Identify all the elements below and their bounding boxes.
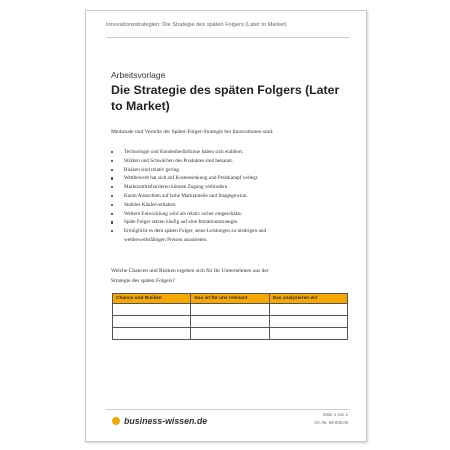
brand-logo bbox=[112, 416, 207, 426]
running-header: Innovationsstrategien: Die Strategie des späten Folgers (Later to Market) bbox=[106, 22, 287, 28]
table-cell bbox=[269, 316, 347, 328]
table-cell bbox=[113, 304, 191, 316]
list-item-text: Stabiles Käuferverhalten. bbox=[124, 201, 177, 208]
header-divider bbox=[106, 37, 350, 38]
list-item bbox=[111, 218, 356, 227]
question-line: Strategie des späten Folgers? bbox=[111, 277, 175, 284]
column-header-analysieren: Das analysieren wir bbox=[269, 294, 347, 304]
list-item-text: Ermöglicht es dem späten Folger, seine Leistungen zu niedrigen und bbox=[124, 228, 267, 235]
bullet-icon bbox=[111, 160, 113, 162]
table-cell bbox=[191, 304, 269, 316]
analysis-table bbox=[112, 293, 348, 340]
list-item-text: Stärken und Schwächen des Produktes sind bekannt. bbox=[124, 157, 234, 164]
list-item bbox=[111, 227, 356, 245]
list-item-text: Risiken sind relativ gering. bbox=[124, 166, 181, 173]
feature-list bbox=[111, 148, 356, 245]
table-cell bbox=[269, 304, 347, 316]
bullet-icon bbox=[111, 221, 113, 223]
brand-dot-icon bbox=[112, 417, 120, 425]
list-item bbox=[111, 210, 356, 219]
bullet-icon bbox=[111, 186, 113, 188]
bullet-icon bbox=[111, 204, 113, 206]
list-item bbox=[111, 201, 356, 210]
list-item-text: Weitere Entwicklung wird als relativ sicher eingeschätzt. bbox=[124, 210, 243, 217]
list-item bbox=[111, 192, 356, 201]
document-kicker: Arbeitsvorlage bbox=[111, 70, 166, 80]
table-cell bbox=[269, 328, 347, 340]
table-row bbox=[113, 316, 348, 328]
list-item-text: Marktzutrittsbarrieren können Zugang verhindern. bbox=[124, 184, 229, 191]
bullet-icon bbox=[111, 213, 113, 215]
table-cell bbox=[191, 316, 269, 328]
bullet-icon bbox=[111, 230, 113, 232]
table-cell bbox=[191, 328, 269, 340]
intro-text: Merkmale und Vorteile der Später-Folger-Strategie bei Innovationen sind: bbox=[111, 129, 274, 135]
list-item bbox=[111, 148, 356, 157]
table-cell bbox=[113, 316, 191, 328]
question-text bbox=[111, 267, 356, 286]
table-row bbox=[113, 328, 348, 340]
page-number: Seite 1 von 1 bbox=[322, 412, 348, 417]
document-page bbox=[85, 10, 367, 442]
article-number: Art.-Nr. 99.000.00 bbox=[314, 419, 348, 425]
document-title: Die Strategie des späten Folgers (Later to Market) bbox=[111, 83, 340, 113]
page-info bbox=[314, 411, 348, 426]
table-body bbox=[113, 304, 348, 340]
brand-name: business-wissen.de bbox=[124, 416, 208, 426]
list-item bbox=[111, 166, 356, 175]
bullet-icon bbox=[111, 169, 113, 171]
list-item bbox=[111, 183, 356, 192]
list-item bbox=[111, 157, 356, 166]
column-header-chance-risiken: Chance und Risiken bbox=[113, 294, 191, 304]
list-item-text: Späte Folger setzen häufig auf eine Imitationsstrategie. bbox=[124, 219, 239, 226]
table-cell bbox=[113, 328, 191, 340]
table-row bbox=[113, 304, 348, 316]
bullet-icon bbox=[111, 177, 113, 179]
bullet-icon bbox=[111, 151, 113, 153]
footer-divider bbox=[106, 409, 350, 410]
table-header-row bbox=[113, 294, 348, 304]
bullet-icon bbox=[111, 195, 113, 197]
list-item-text: Technologie und Kundenbedürfnisse haben sich etabliert. bbox=[124, 149, 244, 155]
list-item-text: Kaum Aussichten auf hohe Marktanteile und Imagegewinn. bbox=[124, 192, 248, 199]
column-header-relevant: Das ist für uns relevant bbox=[191, 294, 269, 304]
list-item bbox=[111, 174, 356, 183]
question-line: Welche Chancen und Risiken ergeben sich für Ihr Unternehmen aus der bbox=[111, 268, 269, 274]
list-item-text: wettbewerbsfähigen Preisen anzubieten. bbox=[124, 236, 208, 243]
list-item-text: Wettbewerb hat sich auf Kostensenkung und Preiskampf verlegt. bbox=[124, 175, 259, 182]
